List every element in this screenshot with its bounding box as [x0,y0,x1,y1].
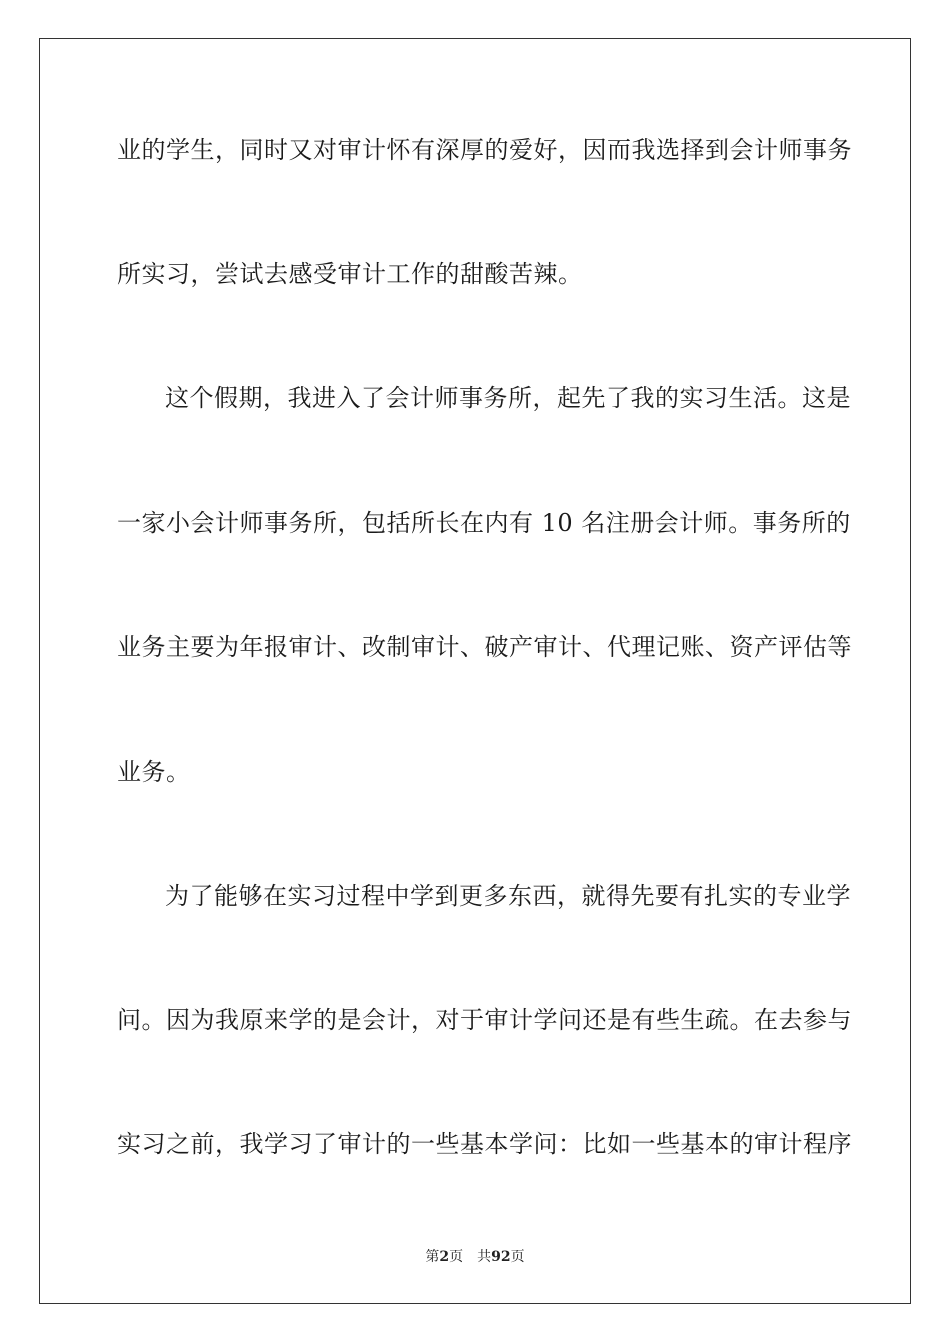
paragraph-line-9: 实习之前，我学习了审计的一些基本学问：比如一些基本的审计程序 [117,1130,852,1158]
page-border [39,38,911,1304]
paragraph-line-1: 业的学生，同时又对审计怀有深厚的爱好，因而我选择到会计师事务 [117,136,852,164]
paragraph-line-4: 一家小会计师事务所，包括所长在内有 10 名注册会计师。事务所的 [117,509,851,537]
total-suffix: 页 [510,1249,525,1265]
total-pages: 92 [491,1249,511,1265]
page-prefix: 第 [425,1249,440,1265]
page-number: 2 [439,1249,450,1265]
paragraph-line-2: 所实习，尝试去感受审计工作的甜酸苦辣。 [117,260,583,288]
page-footer [0,1247,950,1267]
total-prefix: 共 [477,1249,492,1265]
paragraph-line-7: 为了能够在实习过程中学到更多东西，就得先要有扎实的专业学 [165,882,851,910]
paragraph-line-8: 问。因为我原来学的是会计，对于审计学问还是有些生疏。在去参与 [117,1006,852,1034]
page-suffix: 页 [449,1249,464,1265]
paragraph-line-5: 业务主要为年报审计、改制审计、破产审计、代理记账、资产评估等 [117,633,852,661]
paragraph-line-3: 这个假期，我进入了会计师事务所，起先了我的实习生活。这是 [165,384,851,412]
paragraph-line-6: 业务。 [117,758,191,786]
